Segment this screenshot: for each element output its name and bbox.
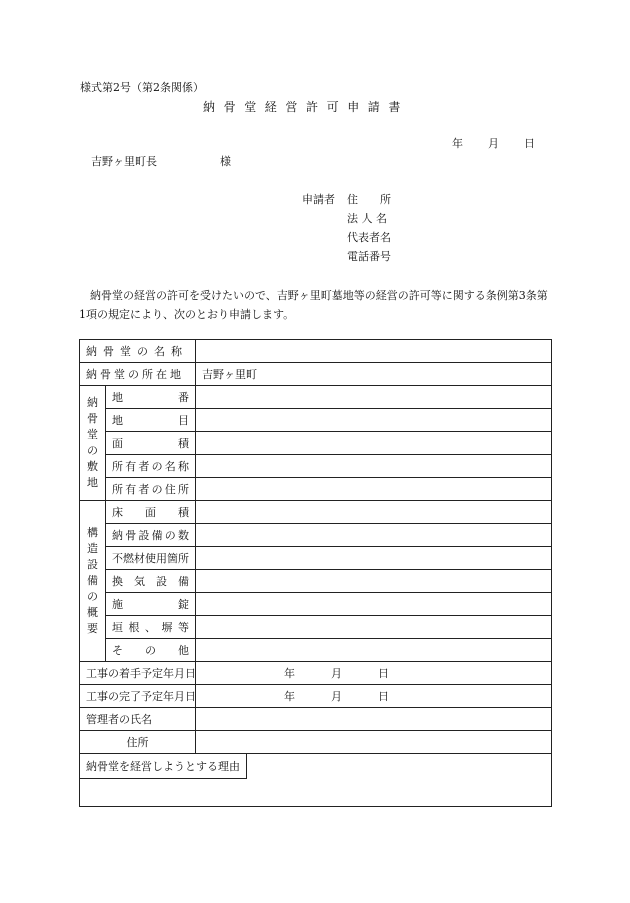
- applicant-corp-name-label: 法 人 名: [347, 212, 387, 225]
- site-row-label: 地 番: [112, 391, 189, 404]
- table-row: [80, 547, 552, 570]
- honorific: 様: [220, 155, 231, 168]
- structure-row-label-cell: [106, 616, 196, 639]
- name-label-cell: [80, 340, 196, 363]
- manager-address-label-cell: [80, 731, 196, 754]
- table-row: [80, 731, 552, 754]
- form-number: 様式第2号（第2条関係）: [80, 81, 204, 94]
- name-label: 納骨堂の名称: [86, 345, 188, 358]
- document-title: 納骨堂経営許可申請書: [203, 100, 410, 114]
- start-day: 日: [378, 667, 389, 680]
- structure-row-label: 換 気 設 備: [112, 575, 189, 588]
- end-date-value-cell[interactable]: [196, 685, 552, 708]
- end-date-label-cell: [80, 685, 196, 708]
- table-row: [80, 662, 552, 685]
- table-row: [80, 363, 552, 386]
- manager-address-label: 住所: [126, 736, 149, 749]
- structure-row-label-cell: [106, 570, 196, 593]
- table-row: [80, 754, 552, 807]
- table-row: [80, 501, 552, 524]
- table-row: [80, 455, 552, 478]
- end-date-label: 工事の完了予定年月日: [86, 690, 196, 703]
- site-row-value-cell[interactable]: [196, 432, 552, 455]
- table-row: [80, 432, 552, 455]
- manager-name-label: 管理者の氏名: [86, 713, 152, 726]
- date-month-label: 月: [488, 137, 499, 150]
- site-row-value-cell[interactable]: [196, 455, 552, 478]
- addressee: 吉野ヶ里町長: [91, 155, 157, 168]
- table-row: [80, 478, 552, 501]
- structure-row-value-cell[interactable]: [196, 570, 552, 593]
- structure-row-label: 床 面 積: [112, 506, 189, 519]
- location-value: 吉野ヶ里町: [202, 368, 257, 381]
- end-month: 月: [331, 690, 342, 703]
- manager-name-value-cell[interactable]: [196, 708, 552, 731]
- table-row: [80, 616, 552, 639]
- structure-row-label-cell: [106, 524, 196, 547]
- manager-name-label-cell: [80, 708, 196, 731]
- applicant-address-label: 住 所: [347, 193, 391, 206]
- site-row-label: 所 有 者 の 住 所: [112, 483, 189, 496]
- structure-row-label-cell: [106, 593, 196, 616]
- start-year: 年: [284, 667, 295, 680]
- table-row: [80, 409, 552, 432]
- site-row-value-cell[interactable]: [196, 409, 552, 432]
- site-row-label: 所 有 者 の 名 称: [112, 460, 189, 473]
- site-row-label-cell: [106, 432, 196, 455]
- site-row-label: 地 目: [112, 414, 189, 427]
- table-row: [80, 708, 552, 731]
- structure-row-value-cell[interactable]: [196, 616, 552, 639]
- start-date-label: 工事の着手予定年月日: [86, 667, 196, 680]
- reason-label: 納骨堂を経営しようとする理由: [80, 754, 247, 779]
- reason-cell[interactable]: [80, 754, 552, 807]
- site-row-label: 面 積: [112, 437, 189, 450]
- start-month: 月: [331, 667, 342, 680]
- structure-row-value-cell[interactable]: [196, 593, 552, 616]
- manager-address-value-cell[interactable]: [196, 731, 552, 754]
- applicant-phone-label: 電話番号: [347, 250, 391, 263]
- applicant-label: 申請者: [302, 193, 335, 206]
- structure-row-label: 施 錠: [112, 598, 189, 611]
- applicant-representative-label: 代表者名: [347, 231, 391, 244]
- structure-row-label-cell: [106, 501, 196, 524]
- site-row-label-cell: [106, 386, 196, 409]
- table-row: [80, 570, 552, 593]
- location-label-cell: [80, 363, 196, 386]
- structure-row-label: そ の 他: [112, 644, 189, 657]
- structure-row-value-cell[interactable]: [196, 501, 552, 524]
- site-row-label-cell: [106, 478, 196, 501]
- date-day-label: 日: [524, 137, 535, 150]
- structure-row-value-cell[interactable]: [196, 524, 552, 547]
- site-row-value-cell[interactable]: [196, 478, 552, 501]
- name-value-cell[interactable]: [196, 340, 552, 363]
- table-row: [80, 593, 552, 616]
- date-year-label: 年: [452, 137, 463, 150]
- table-row: [80, 340, 552, 363]
- table-row: [80, 639, 552, 662]
- structure-row-label-cell: [106, 547, 196, 570]
- structure-row-value-cell[interactable]: [196, 639, 552, 662]
- site-row-label-cell: [106, 409, 196, 432]
- site-row-value-cell[interactable]: [196, 386, 552, 409]
- table-row: [80, 386, 552, 409]
- structure-row-label-cell: [106, 639, 196, 662]
- structure-row-label: 不 燃 材 使 用 箇 所: [112, 552, 189, 565]
- site-group-label: 納 骨 堂 の 敷 地: [80, 386, 106, 501]
- structure-group-label: 構 造 設 備 の 概 要: [80, 501, 106, 662]
- end-year: 年: [284, 690, 295, 703]
- site-row-label-cell: [106, 455, 196, 478]
- table-row: [80, 524, 552, 547]
- application-statement: 納骨堂の経営の許可を受けたいので、吉野ヶ里町墓地等の経営の許可等に関する条例第3条第1項の規定により、次のとおり申請します。: [79, 289, 548, 321]
- structure-row-label: 垣 根 、 塀 等: [112, 621, 189, 634]
- structure-row-label: 納 骨 設 備 の 数: [112, 529, 189, 542]
- start-date-label-cell: [80, 662, 196, 685]
- location-label: 納骨堂の所在地: [86, 368, 184, 381]
- structure-row-value-cell[interactable]: [196, 547, 552, 570]
- end-day: 日: [378, 690, 389, 703]
- location-value-cell[interactable]: [196, 363, 552, 386]
- application-table: [79, 339, 552, 807]
- table-row: [80, 685, 552, 708]
- start-date-value-cell[interactable]: [196, 662, 552, 685]
